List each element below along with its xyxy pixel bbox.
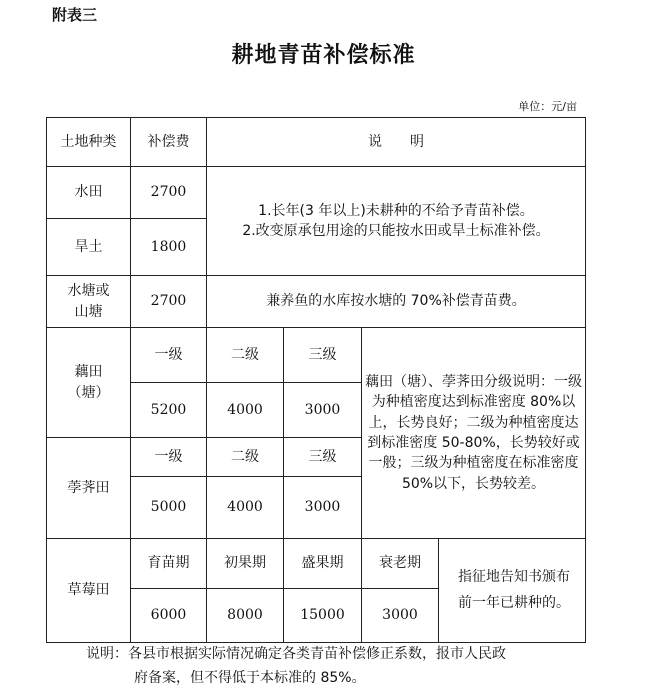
- table-header-row: [47, 118, 586, 167]
- header-land-type: 土地种类: [47, 118, 131, 167]
- table-row: [47, 328, 586, 383]
- strawberry-fee: 15000: [284, 589, 362, 643]
- note-line: 2.改变原承包用途的只能按水田或旱土标准补偿。: [242, 223, 550, 239]
- chestnut-grade: 一级: [131, 438, 207, 477]
- chestnut-fee: 5000: [131, 477, 207, 539]
- land-type-strawberry: 草莓田: [47, 539, 131, 643]
- table-row: [47, 539, 586, 589]
- chestnut-grade: 二级: [207, 438, 284, 477]
- page-title: 耕地青苗补偿标准: [231, 43, 416, 68]
- strawberry-stage: 衰老期: [362, 539, 439, 589]
- lotus-grade: 三级: [284, 328, 362, 383]
- table-row: [47, 276, 586, 328]
- land-type-paddy: 水田: [47, 167, 131, 219]
- strawberry-fee: 8000: [207, 589, 284, 643]
- fee-paddy: 2700: [131, 167, 207, 219]
- table-row: [47, 167, 586, 219]
- lotus-fee: 3000: [284, 383, 362, 438]
- fee-dry: 1800: [131, 219, 207, 276]
- strawberry-stage: 初果期: [207, 539, 284, 589]
- lotus-fee: 4000: [207, 383, 284, 438]
- land-type-water-chestnut: 荸荠田: [47, 438, 131, 539]
- land-type-lotus: 藕田（塘）: [47, 328, 131, 438]
- header-description: 说 明: [207, 118, 586, 167]
- chestnut-fee: 4000: [207, 477, 284, 539]
- footnote: [86, 642, 591, 690]
- note-line: 1.长年(3 年以上)未耕种的不给予青苗补偿。: [258, 202, 534, 219]
- footnote-line: 说明：各县市根据实际情况确定各类青苗补偿修正系数，报市人民政: [86, 646, 506, 662]
- header-fee: 补偿费: [131, 118, 207, 167]
- unit-label: 单位：元/亩: [518, 100, 577, 113]
- strawberry-note: 指征地告知书颁布前一年已耕种的。: [439, 539, 586, 643]
- compensation-table: [46, 117, 586, 643]
- chestnut-grade: 三级: [284, 438, 362, 477]
- lotus-grade: 一级: [131, 328, 207, 383]
- footnote-line: 府备案，但不得低于本标准的 85%。: [134, 670, 366, 686]
- fee-pond: 2700: [131, 276, 207, 328]
- strawberry-stage: 盛果期: [284, 539, 362, 589]
- land-type-pond: 水塘或山塘: [47, 276, 131, 328]
- pond-note: 兼养鱼的水库按水塘的 70%补偿青苗费。: [207, 276, 586, 328]
- lotus-fee: 5200: [131, 383, 207, 438]
- strawberry-stage: 育苗期: [131, 539, 207, 589]
- strawberry-fee: 6000: [131, 589, 207, 643]
- land-type-dry: 旱土: [47, 219, 131, 276]
- strawberry-fee: 3000: [362, 589, 439, 643]
- appendix-label: 附表三: [52, 6, 98, 24]
- paddy-dry-notes: [207, 167, 586, 276]
- grade-note: 藕田（塘）、荸荠田分级说明：一级为种植密度达到标准密度 80%以上，长势良好；二级为种植密度达到标准密度 50-80%，长势较好或一般；三级为种植密度在标准密度 50%以下，长势较差。: [362, 328, 586, 539]
- chestnut-fee: 3000: [284, 477, 362, 539]
- lotus-grade: 二级: [207, 328, 284, 383]
